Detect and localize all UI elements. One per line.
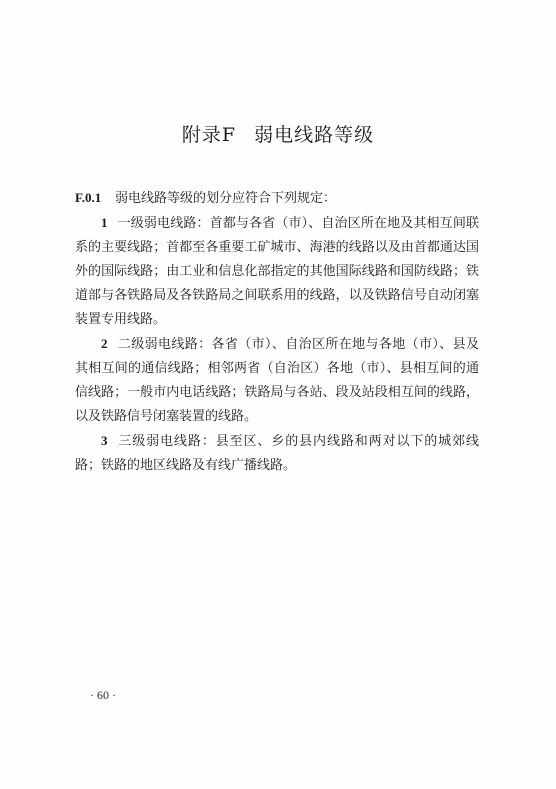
clause-text: 弱电线路等级的划分应符合下列规定： <box>115 191 337 206</box>
item-text: 三级弱电线路：县至区、乡的县内线路和两对以下的城郊线路；铁路的地区线路及有线广播线路。 <box>75 434 479 473</box>
item-number: 2 <box>101 336 108 351</box>
item-text: 一级弱电线路：首都与各省（市）、自治区所在地及其相互间联系的主要线路；首都至各重要工矿城市、海港的线路以及由首都通达国外的国际线路；由工业和信息化部指定的其他国际线路和国防线路；铁道部与各铁路局及各铁路局之间联系用的线路，以及铁路信号自动闭塞装置专用线路。 <box>75 216 479 327</box>
appendix-heading: 弱电线路等级 <box>254 124 375 146</box>
item-number: 1 <box>101 215 108 230</box>
item-number: 3 <box>101 433 108 448</box>
item-text: 二级弱电线路：各省（市）、自治区所在地与各地（市）、县及其相互间的通信线路；相邻两省（自治区）各地（市）、县相互间的通信线路；一般市内电话线路；铁路局与各站、段及站段相互间的线路，以及铁路信号闭塞装置的线路。 <box>75 337 479 424</box>
list-item <box>75 211 479 332</box>
appendix-body <box>75 186 479 478</box>
clause-number: F.0.1 <box>75 190 102 205</box>
appendix-title <box>0 120 556 147</box>
list-item <box>75 332 479 429</box>
page-number: · 60 · <box>90 688 116 702</box>
appendix-label: 附录F <box>181 124 237 146</box>
clause-line <box>75 186 479 211</box>
list-item <box>75 429 479 478</box>
